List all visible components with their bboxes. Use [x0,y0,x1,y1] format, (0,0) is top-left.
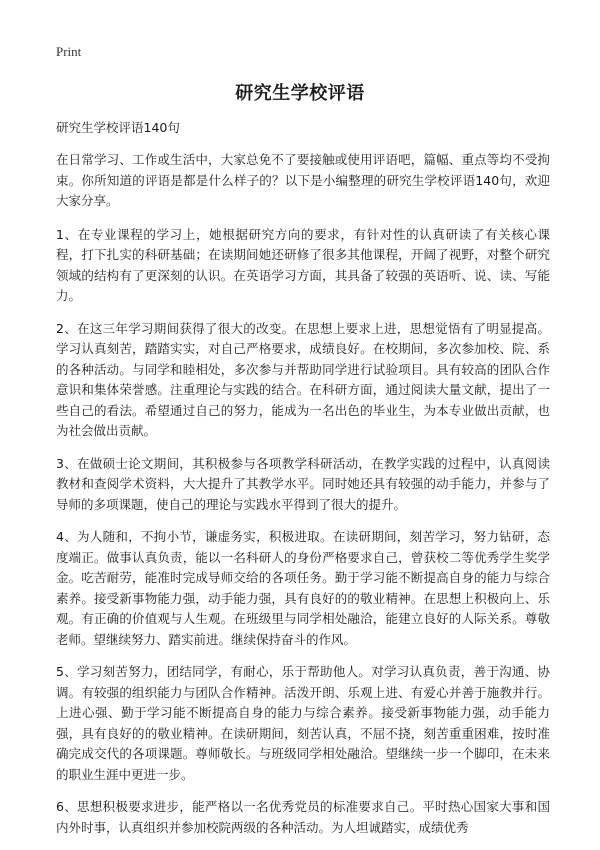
comment-item-6: 6、思想积极要求进步，能严格以一名优秀党员的标准要求自己。平时热心国家大事和国内外时事，认真组织并参加校院两级的各种活动。为人坦诚踏实，成绩优秀 [56,799,550,835]
comment-item-3: 3、在做硕士论文期间，其积极参与各项教学科研活动，在教学实践的过程中，认真阅读教材和查阅学术资料，大大提升了其教学水平。同时她还具有较强的动手能力，并参与了导师的多项课题，使自己的理论与实践水平得到了很大的提升。 [56,455,550,512]
page-title: 研究生学校评语 [235,83,365,104]
document-subtitle: 研究生学校评语140句 [56,120,180,135]
comment-item-5: 5、学习刻苦努力，团结同学，有耐心，乐于帮助他人。对学习认真负责，善于沟通、协调。有较强的组织能力与团队合作精神。活泼开朗、乐观上进、有爱心并善于施教并行。上进心强、勤于学习能不断提高自身的能力与综合素养。接受新事物能力强，动手能力强，具有良好的的敬业精神。在读研期间，刻苦认真，不屈不挠，刻苦重重困难，按时准确完成交代的各项课题。尊师敬长。与班级同学相处融洽。望继续一步一个脚印，在未来的职业生涯中更进一步。 [56,664,550,782]
comment-item-4: 4、为人随和，不拘小节，谦虚务实，积极进取。在读研期间，刻苦学习，努力钻研，态度端正。做事认真负责，能以一名科研人的身份严格要求自己，曾获校二等优秀学生奖学金。吃苦耐劳，能准时完成导师交给的各项任务。勤于学习能不断提高自身的能力与综合素养。接受新事物能力强，动手能力强，具有良好的的敬业精神。在思想上积极向上、乐观。有正确的价值观与人生观。在班级里与同学相处融洽，能建立良好的人际关系。尊敬老师。望继续努力、踏实前进。继续保持奋斗的作风。 [56,529,550,647]
document-body [56,118,550,850]
intro-paragraph: 在日常学习、工作或生活中，大家总免不了要接触或使用评语吧，篇幅、重点等均不受拘束。你所知道的评语是都是什么样子的？以下是小编整理的研究生学校评语140句，欢迎大家分享。 [56,152,550,208]
print-link[interactable]: Print [56,44,82,59]
comment-item-1: 1、在专业课程的学习上，她根据研究方向的要求，有针对性的认真研读了有关核心课程，打下扎实的科研基础；在读期间她还研修了很多其他课程，开阔了视野，对整个研究领域的结构有了更深刻的认识。在英语学习方面，其具备了较强的英语听、说、读、写能力。 [56,226,550,303]
comment-item-2: 2、在这三年学习期间获得了很大的改变。在思想上要求上进，思想觉悟有了明显提高。学习认真刻苦，踏踏实实，对自己严格要求，成绩良好。在校期间，多次参加校、院、系的各种活动。与同学和睦相处，多次参与并帮助同学进行试验项目。具有较高的团队合作意识和集体荣誉感。注重理论与实践的结合。在科研方面，通过阅读大量文献，提出了一些自己的看法。希望通过自己的努力，能成为一名出色的毕业生，为本专业做出贡献，也为社会做出贡献。 [56,320,550,438]
